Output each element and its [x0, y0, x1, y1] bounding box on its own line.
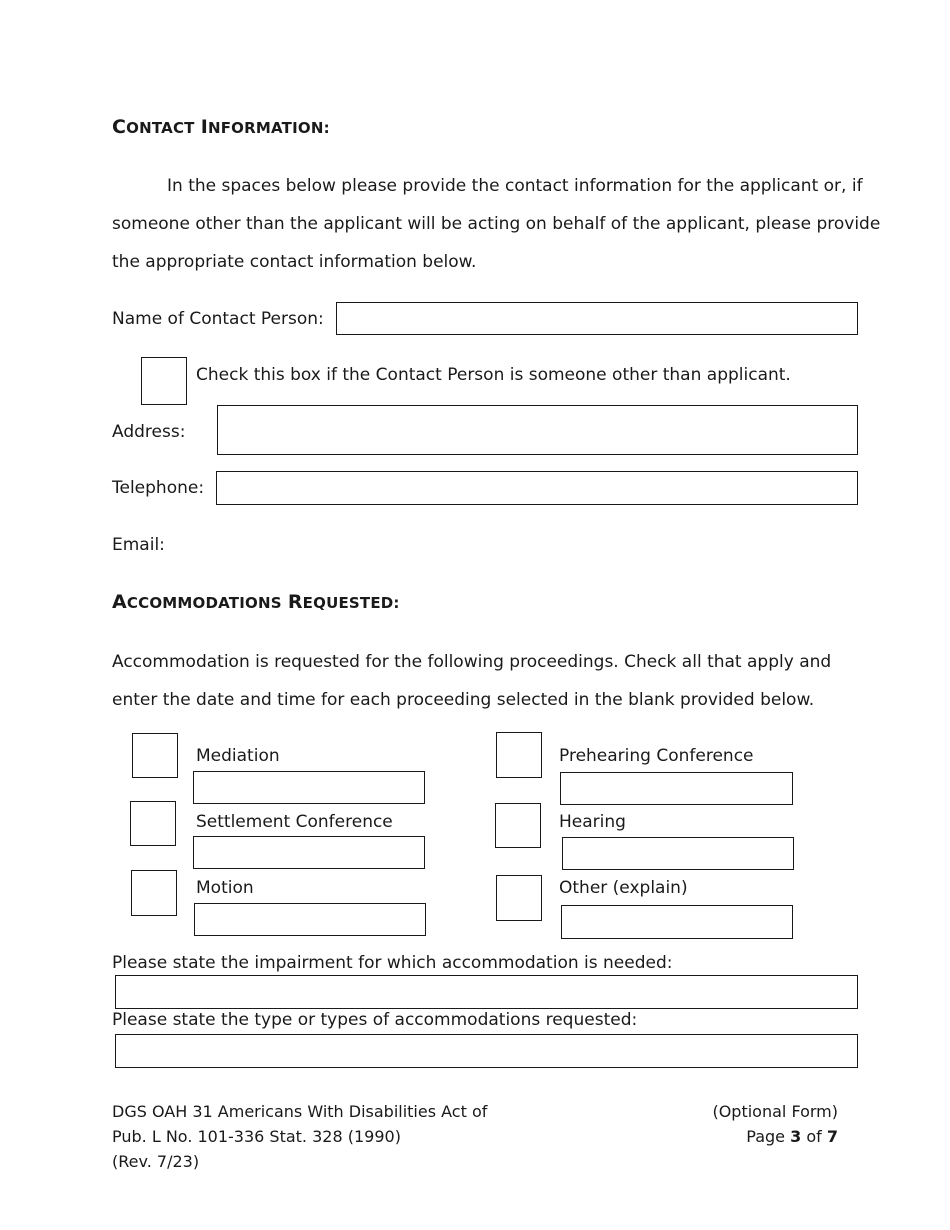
address-label: Address:	[112, 422, 186, 442]
footer-form-line-2: Pub. L No. 101-336 Stat. 328 (1990)	[112, 1127, 401, 1146]
contact-checkbox-label: Check this box if the Contact Person is someone other than applicant.	[196, 365, 791, 385]
prehearing-conference-label: Prehearing Conference	[559, 746, 754, 766]
contact-intro-line-2: someone other than the applicant will be acting on behalf of the applicant, please provide	[112, 214, 881, 234]
footer-optional-form: (Optional Form)	[712, 1102, 838, 1121]
email-label: Email:	[112, 535, 165, 555]
mediation-label: Mediation	[196, 746, 280, 766]
settlement-conference-checkbox[interactable]	[130, 801, 176, 846]
hearing-date-field[interactable]	[562, 837, 794, 870]
accommodations-heading: ACCOMMODATIONS REQUESTED:	[112, 591, 400, 613]
prehearing-conference-checkbox[interactable]	[496, 732, 542, 778]
contact-heading: CONTACT INFORMATION:	[112, 116, 330, 138]
motion-checkbox[interactable]	[131, 870, 177, 916]
contact-other-than-applicant-checkbox[interactable]	[141, 357, 187, 405]
contact-intro-line-1: In the spaces below please provide the contact information for the applicant or, if	[167, 176, 863, 196]
other-explain-field[interactable]	[561, 905, 793, 939]
other-label: Other (explain)	[559, 878, 688, 898]
hearing-label: Hearing	[559, 812, 626, 832]
accommodation-types-label: Please state the type or types of accommodations requested:	[112, 1010, 638, 1030]
mediation-checkbox[interactable]	[132, 733, 178, 778]
impairment-field[interactable]	[115, 975, 858, 1009]
footer-form-line-1: DGS OAH 31 Americans With Disabilities Act of	[112, 1102, 488, 1121]
name-of-contact-field[interactable]	[336, 302, 858, 335]
motion-date-field[interactable]	[194, 903, 426, 936]
hearing-checkbox[interactable]	[495, 803, 541, 848]
accommodation-types-field[interactable]	[115, 1034, 858, 1068]
contact-intro-line-3: the appropriate contact information below.	[112, 252, 477, 272]
accommodations-intro-line-2: enter the date and time for each proceeding selected in the blank provided below.	[112, 690, 815, 710]
motion-label: Motion	[196, 878, 254, 898]
other-checkbox[interactable]	[496, 875, 542, 921]
accommodations-intro-line-1: Accommodation is requested for the following proceedings. Check all that apply and	[112, 652, 832, 672]
footer-page-number: Page 3 of 7	[746, 1127, 838, 1146]
mediation-date-field[interactable]	[193, 771, 425, 804]
settlement-conference-date-field[interactable]	[193, 836, 425, 869]
impairment-label: Please state the impairment for which accommodation is needed:	[112, 953, 673, 973]
address-field[interactable]	[217, 405, 858, 455]
footer-revision: (Rev. 7/23)	[112, 1152, 200, 1171]
telephone-label: Telephone:	[112, 478, 205, 498]
prehearing-conference-date-field[interactable]	[560, 772, 793, 805]
settlement-conference-label: Settlement Conference	[196, 812, 393, 832]
name-of-contact-label: Name of Contact Person:	[112, 309, 324, 329]
telephone-field[interactable]	[216, 471, 858, 505]
